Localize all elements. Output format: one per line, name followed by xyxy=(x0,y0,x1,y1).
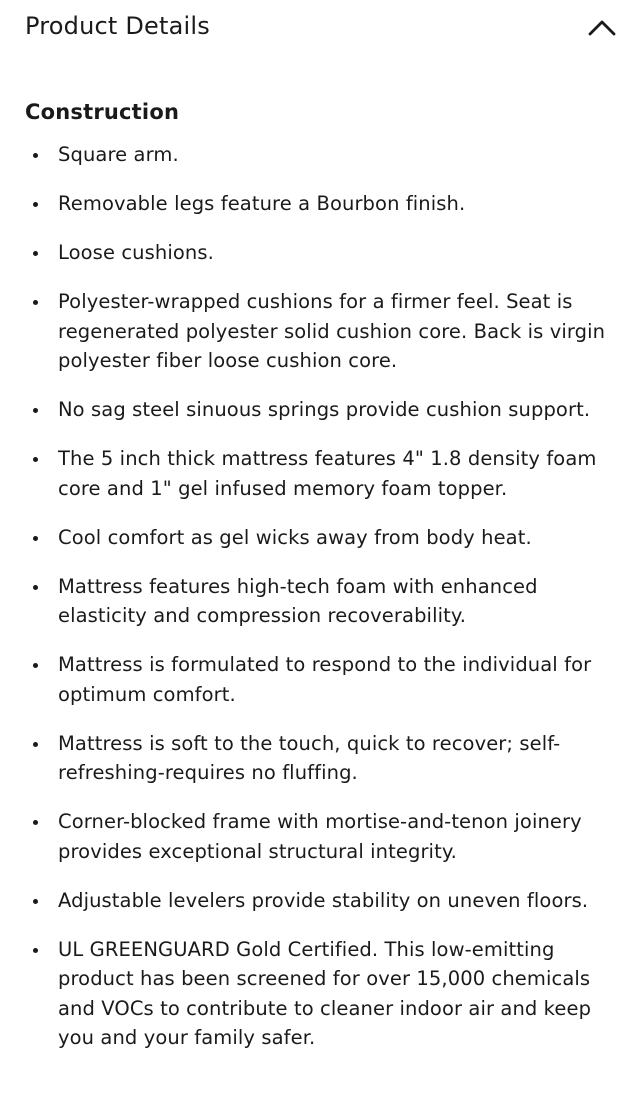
list-item xyxy=(0,807,640,866)
list-item-text: Mattress features high-tech foam with enhanced elasticity and compression recoverability. xyxy=(58,574,538,627)
bullet-icon xyxy=(33,457,38,462)
list-item xyxy=(0,886,640,916)
bullet-icon xyxy=(33,408,38,413)
bullet-icon xyxy=(33,536,38,541)
list-item-text: The 5 inch thick mattress features 4" 1.8 density foam core and 1" gel infused memory foam topper. xyxy=(58,447,597,500)
bullet-icon xyxy=(33,585,38,590)
list-item xyxy=(0,189,640,219)
bullet-icon xyxy=(33,948,38,953)
list-item xyxy=(0,287,640,376)
bullet-icon xyxy=(33,820,38,825)
list-item xyxy=(0,444,640,503)
list-item xyxy=(0,729,640,788)
list-item-text: Corner-blocked frame with mortise-and-tenon joinery provides exceptional structural integrity. xyxy=(58,810,582,863)
list-item xyxy=(0,572,640,631)
list-item-text: Square arm. xyxy=(58,143,179,166)
bullet-icon xyxy=(33,202,38,207)
list-item xyxy=(0,523,640,553)
bullet-icon xyxy=(33,663,38,668)
bullet-icon xyxy=(33,899,38,904)
list-item xyxy=(0,650,640,709)
construction-list xyxy=(0,140,640,1072)
list-item-text: UL GREENGUARD Gold Certified. This low-emitting product has been screened for over 15,000 chemicals and VOCs to contribute to cleaner indoor air and keep you and your family safer. xyxy=(58,937,592,1049)
product-details-accordion-header[interactable] xyxy=(0,0,640,58)
list-item xyxy=(0,238,640,268)
list-item xyxy=(0,395,640,425)
list-item-text: Mattress is soft to the touch, quick to recover; self-refreshing-requires no fluffing. xyxy=(58,731,561,784)
bullet-icon xyxy=(33,251,38,256)
bullet-icon xyxy=(33,742,38,747)
list-item-text: Cool comfort as gel wicks away from body heat. xyxy=(58,525,532,549)
chevron-up-icon[interactable] xyxy=(586,14,618,40)
list-item-text: Mattress is formulated to respond to the individual for optimum comfort. xyxy=(58,653,592,706)
list-item-text: Polyester-wrapped cushions for a firmer feel. Seat is regenerated polyester solid cushion core. Back is virgin polyester fiber loose cushion core. xyxy=(58,290,606,372)
list-item-text: No sag steel sinuous springs provide cushion support. xyxy=(58,398,591,421)
accordion-title: Product Details xyxy=(25,12,210,40)
section-heading: Construction xyxy=(25,100,180,124)
list-item-text: Removable legs feature a Bourbon finish. xyxy=(58,192,466,215)
list-item-text: Loose cushions. xyxy=(58,241,214,264)
bullet-icon xyxy=(33,153,38,158)
list-item-text: Adjustable levelers provide stability on uneven floors. xyxy=(58,888,589,912)
list-item xyxy=(0,140,640,170)
bullet-icon xyxy=(33,300,38,305)
list-item xyxy=(0,935,640,1053)
